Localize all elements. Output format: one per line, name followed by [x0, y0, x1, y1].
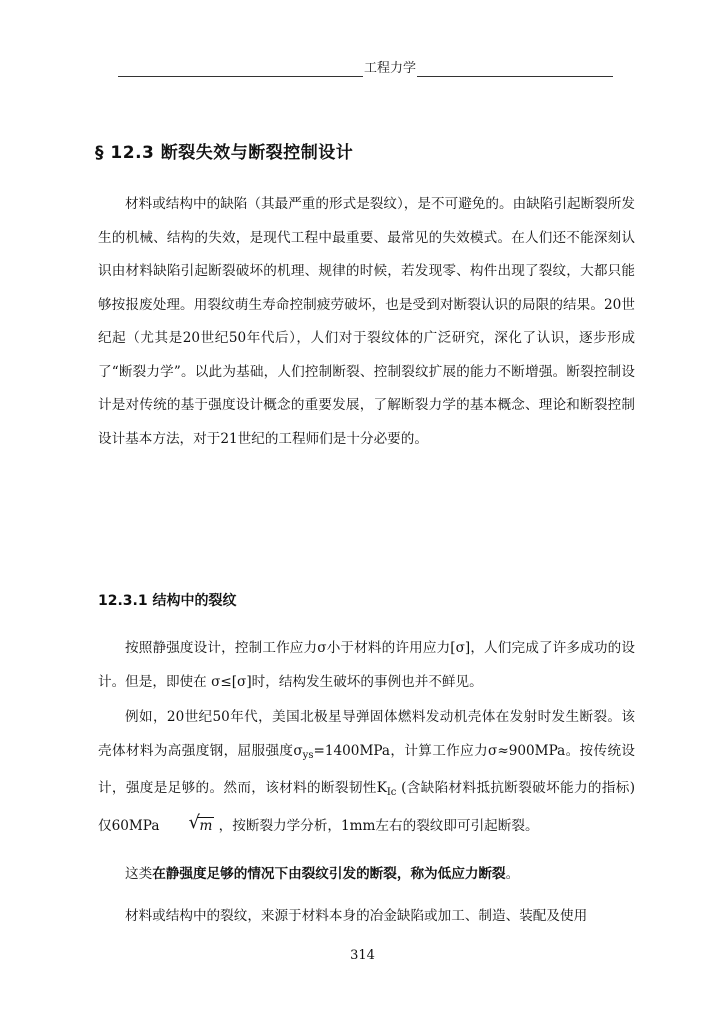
crack-source-paragraph: 材料或结构中的裂纹，来源于材料本身的冶金缺陷或加工、制造、装配及使用	[125, 908, 588, 924]
definition-bold: 在静强度足够的情况下由裂纹引发的断裂，称为低应力断裂	[152, 866, 506, 882]
toughness-subscript: Ic	[386, 787, 397, 798]
example-text-a: 例如，20世纪50年代，美国北极星导弹固体燃料发动机壳体在发射时发生断裂。该壳体材料为高强度钢，屈服强度σ	[98, 709, 635, 759]
running-header	[118, 61, 613, 77]
header-rule-left	[118, 63, 363, 77]
example-text-c: (含缺陷材料抵抗断裂破坏能力的指标)仅60MPa	[98, 780, 635, 834]
sqrt-argument: m	[199, 817, 213, 834]
page-number: 314	[350, 948, 375, 963]
static-strength-paragraph: 按照静强度设计，控制工作应力σ小于材料的许用应力[σ]，人们完成了许多成功的设计。但是，即使在 σ≤[σ]时，结构发生破坏的事例也并不鲜见。	[98, 640, 635, 690]
low-stress-fracture-paragraph	[98, 858, 635, 892]
example-text-b: =1400MPa，计算工作应力σ≈900MPa。按传统设计，强度是足够的。然而，该材料的断裂韧性K	[98, 742, 636, 796]
radical-sign: √	[188, 811, 200, 833]
definition-tail: 。	[505, 866, 520, 882]
subsection-title: 12.3.1 结构中的裂纹	[98, 593, 237, 609]
header-title: 工程力学	[364, 61, 417, 76]
yield-subscript: ys	[302, 749, 314, 761]
example-text-d: ，按断裂力学分析，1mm左右的裂纹即可引起断裂。	[214, 817, 539, 834]
polaris-example-paragraph	[98, 701, 635, 843]
header-rule-right	[417, 63, 613, 77]
sqrt-m	[161, 810, 214, 844]
intro-paragraph: 材料或结构中的缺陷（其最严重的形式是裂纹），是不可避免的。由缺陷引起断裂所发生的机械、结构的失效，是现代工程中最重要、最常见的失效模式。在人们还不能深刻认识由材料缺陷引起断裂破坏的机理、规律的时候，若发现零、构件出现了裂纹，大都只能够按报废处理。用裂纹萌生寿命控制疲劳破坏，也是受到对断裂认识的局限的结果。20世纪起（尤其是20世纪50年代后），人们对于裂纹体的广泛研究，深化了认识，逐步形成了“断裂力学”。以此为基础，人们控制断裂、控制裂纹扩展的能力不断增强。断裂控制设计是对传统的基于强度设计概念的重要发展，了解断裂力学的基本概念、理论和断裂控制设计基本方法，对于21世纪的工程师们是十分必要的。	[98, 196, 635, 447]
definition-lead: 这类	[125, 866, 153, 882]
section-title: § 12.3 断裂失效与断裂控制设计	[95, 143, 354, 163]
